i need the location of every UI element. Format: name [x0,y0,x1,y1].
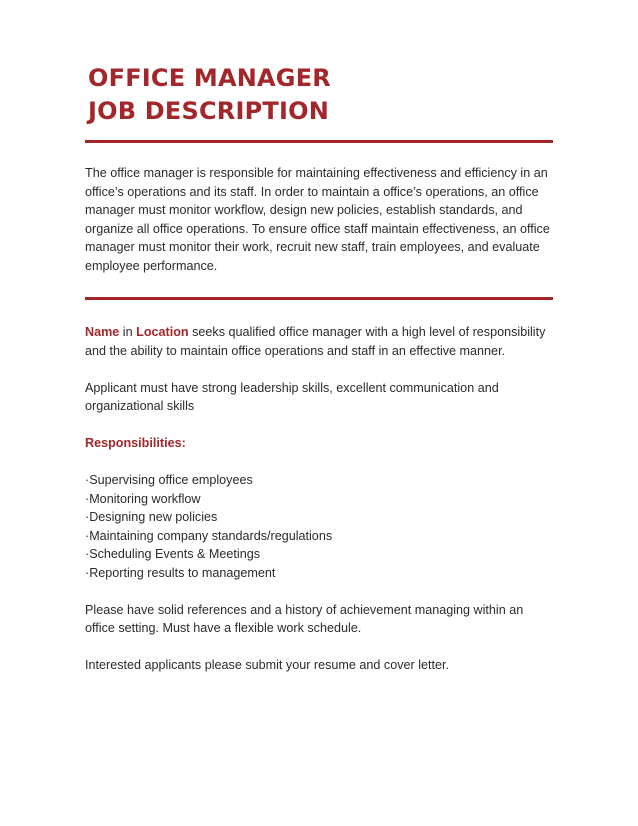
references-paragraph: Please have solid references and a history of achievement managing within an office setting. Must have a flexible work schedule. [85,602,524,635]
skills-paragraph: Applicant must have strong leadership skills, excellent communication and organizational skills [85,380,499,413]
location-placeholder: Location [136,325,189,339]
list-item: ·Scheduling Events & Meetings [85,547,261,561]
title-line-1: OFFICE MANAGER [88,64,331,92]
section-divider [85,297,553,300]
list-item: ·Maintaining company standards/regulations [85,528,333,543]
responsibilities-heading: Responsibilities: [85,436,186,450]
in-word: in [119,325,137,339]
list-item: ·Designing new policies [85,510,218,524]
company-name-placeholder: Name [85,325,120,339]
intro-paragraph: The office manager is responsible for maintaining effectiveness and efficiency in an office’s operations and its staff. In order to maintain a office’s operations, an office manager must monitor workflow, design new policies, establish standards, and organize all office operations. To ensure office staff maintain effectiveness, an office manager must monitor their work, recruit new staff, train employees, and evaluate employee performance. [85,166,550,273]
responsibilities-list [85,471,555,582]
title-line-2: JOB DESCRIPTION [88,97,329,125]
list-item: ·Supervising office employees [85,473,253,487]
title-divider [85,140,553,143]
page-title [88,62,331,128]
closing-paragraph: Interested applicants please submit your resume and cover letter. [85,658,450,672]
list-item: ·Reporting results to management [85,565,276,580]
list-item: ·Monitoring workflow [85,491,201,506]
posting-summary [85,323,555,360]
job-posting-body [85,323,555,675]
summary-text: seeks qualified office manager with a high level of responsibility and the ability to maintain office operations and staff in an effective manner. [85,325,546,358]
